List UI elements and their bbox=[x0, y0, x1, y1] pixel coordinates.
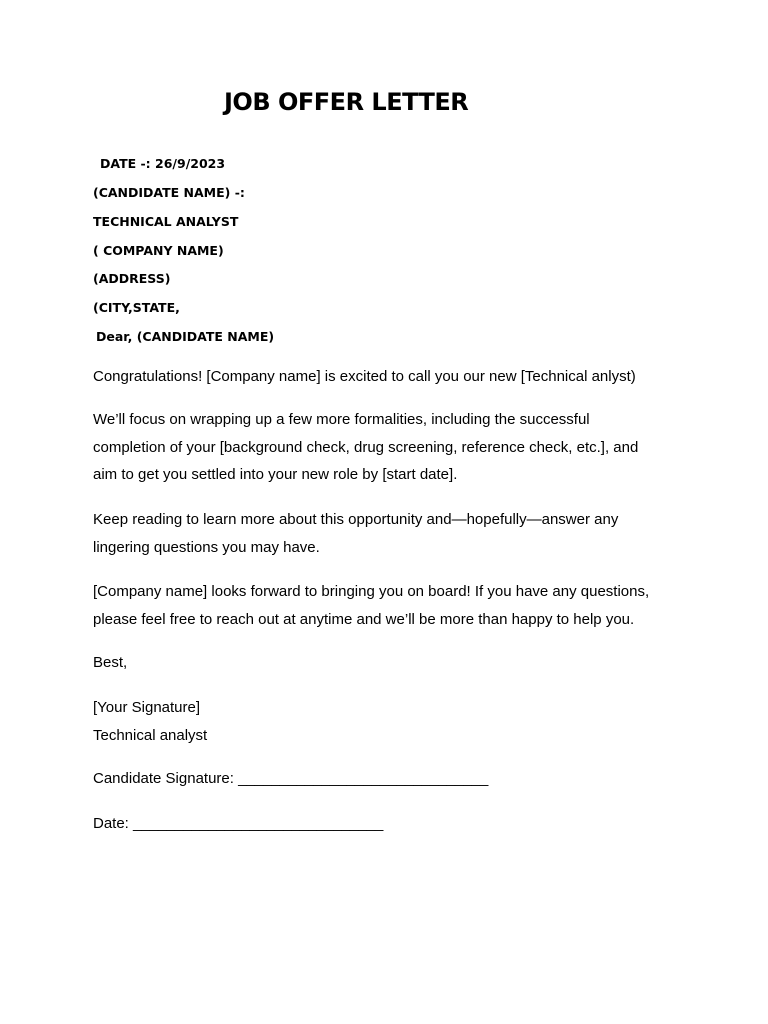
paragraph-formalities bbox=[93, 406, 693, 489]
paragraph-line: please feel free to reach out at anytime and we’ll be more than happy to help you. bbox=[93, 610, 635, 628]
paragraph-keep-reading bbox=[93, 506, 693, 561]
letter-title: JOB OFFER LETTER bbox=[224, 88, 469, 116]
paragraph-line: [Company name] looks forward to bringing you on board! If you have any questions, bbox=[93, 583, 650, 600]
candidate-signature-line: Candidate Signature: ______________________________ bbox=[93, 770, 489, 787]
candidate-name-line: (CANDIDATE NAME) -: bbox=[93, 185, 245, 200]
signer-title: Technical analyst bbox=[93, 726, 208, 744]
position-line: TECHNICAL ANALYST bbox=[93, 214, 239, 229]
address-line: (ADDRESS) bbox=[93, 271, 171, 286]
signature-placeholder: [Your Signature] bbox=[93, 699, 201, 716]
closing: Best, bbox=[93, 654, 128, 671]
date-line: DATE -: 26/9/2023 bbox=[100, 156, 226, 171]
signature-block bbox=[93, 694, 693, 749]
paragraph-congratulations bbox=[93, 363, 693, 391]
paragraph-line: Congratulations! [Company name] is excited to call you our new [Technical anlyst) bbox=[93, 368, 636, 385]
paragraph-line: Keep reading to learn more about this opportunity and—hopefully—answer any bbox=[93, 511, 619, 528]
paragraph-line: We’ll focus on wrapping up a few more formalities, including the successful bbox=[93, 411, 590, 428]
paragraph-line: aim to get you settled into your new role by [start date]. bbox=[93, 466, 458, 483]
city-state-line: (CITY,STATE, bbox=[93, 300, 180, 315]
date-signature-line: Date: ______________________________ bbox=[93, 815, 384, 832]
salutation: Dear, (CANDIDATE NAME) bbox=[96, 329, 275, 344]
company-name-line: ( COMPANY NAME) bbox=[93, 243, 224, 258]
paragraph-line: completion of your [background check, drug screening, reference check, etc.], and bbox=[93, 438, 639, 456]
paragraph-closing-remarks bbox=[93, 578, 693, 633]
paragraph-line: lingering questions you may have. bbox=[93, 538, 320, 556]
